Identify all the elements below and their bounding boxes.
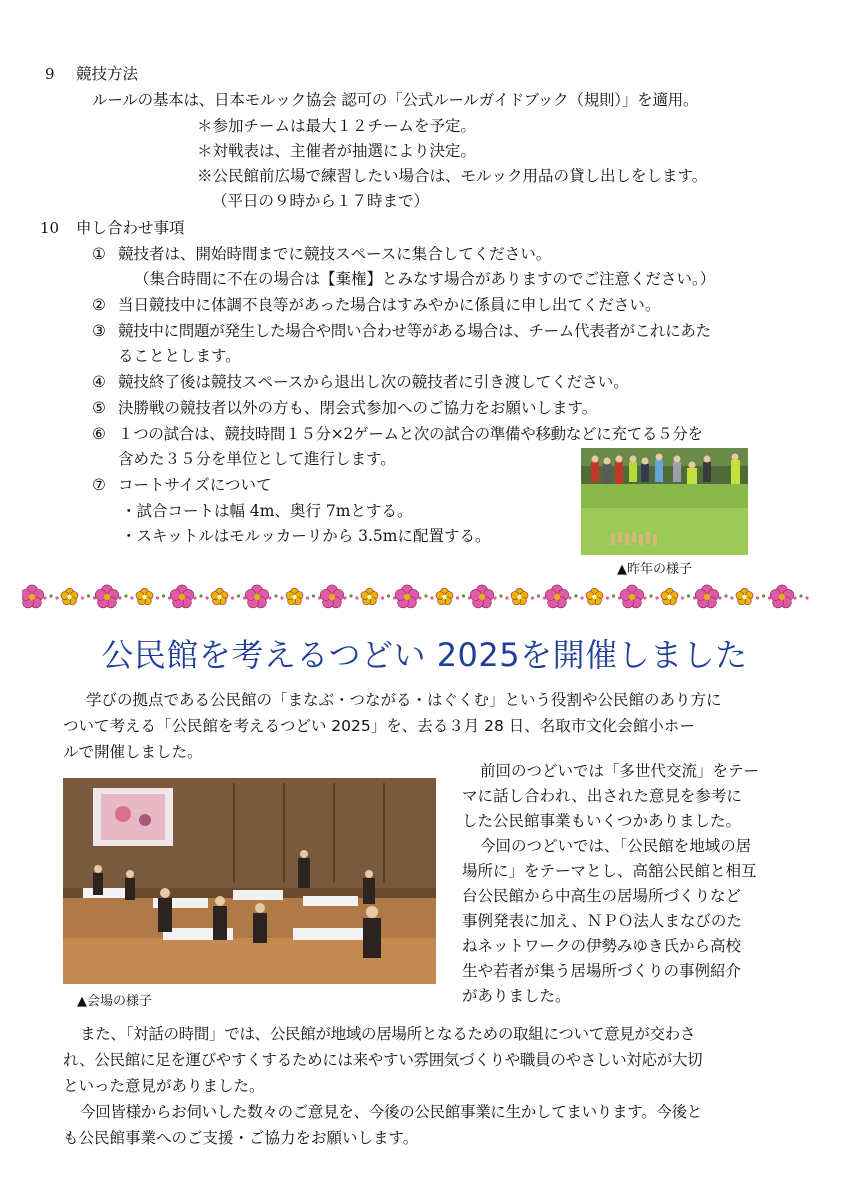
flower-icon (286, 588, 303, 605)
intro-line: ついて考える「公民館を考えるつどい 2025」を、去る３月 28 日、名取市文化会館小ホー (63, 717, 695, 735)
divider-dot (349, 594, 352, 597)
item-text: 競技終了後は競技スペースから退出し次の競技者に引き渡してください。 (118, 373, 629, 391)
section9-rule-line: ルールの基本は、日本モルック協会 認可の「公式ルールガイドブック（規則）」を適用。 (92, 91, 699, 109)
flower-icon (95, 585, 119, 608)
flower-icon (361, 588, 378, 605)
section9-bullet: ＊参加チームは最大１２チームを予定。 (197, 117, 477, 135)
section9-bullet: ※公民館前広場で練習したい場合は、モルック用品の貸し出しをします。 (197, 167, 708, 185)
divider-dot (505, 596, 508, 599)
divider-dot (156, 596, 159, 599)
divider-dot (381, 596, 384, 599)
item-mark: ⑤ (92, 399, 106, 417)
right-col-line: 場所に」をテーマとし、高舘公民館と相互 (462, 862, 757, 880)
molkky-photo-caption: ▲昨年の様子 (617, 562, 692, 577)
divider-dot (580, 596, 583, 599)
divider-dot (756, 596, 759, 599)
divider-dot (205, 596, 208, 599)
right-col-line: マに話し合われ、出された意見を参考に (462, 787, 742, 805)
right-col-line: 事例発表に加え、ＮＰＯ法人まなびのた (462, 912, 742, 930)
molkky-photo (581, 448, 748, 555)
divider-dot (531, 596, 534, 599)
right-col-line: がありました。 (462, 987, 571, 1005)
item-text: 競技者は、開始時間までに競技スペースに集合してください。 (118, 245, 552, 263)
divider-dot (193, 596, 196, 599)
right-col-line: ねネットワークの伊勢みゆき氏から高校 (462, 937, 742, 955)
item-mark: ③ (92, 322, 106, 340)
divider-dot (81, 596, 84, 599)
divider-dot (130, 596, 133, 599)
divider-dot (87, 594, 90, 597)
divider-dot (612, 594, 615, 597)
divider-dot (355, 596, 358, 599)
divider-dot (387, 594, 390, 597)
divider-dot (274, 594, 277, 597)
divider-dot (49, 594, 52, 597)
divider-dot (43, 596, 46, 599)
divider-dot (499, 594, 502, 597)
meeting-photo (63, 778, 436, 984)
divider-dot (124, 594, 127, 597)
flower-icon (395, 585, 419, 608)
flower-icon (695, 585, 719, 608)
right-col-line: した公民館事業もいくつかありました。 (462, 812, 742, 830)
flower-icon (170, 585, 194, 608)
divider-dot (568, 596, 571, 599)
divider-dot (462, 594, 465, 597)
divider-dot (718, 596, 721, 599)
flower-icon (245, 585, 269, 608)
divider-dot (649, 594, 652, 597)
flower-icon (586, 588, 603, 605)
flower-divider (22, 584, 822, 610)
item-mark: ⑥ (92, 425, 106, 443)
item-text: ることとします。 (118, 347, 241, 365)
section9-bullet: （平日の９時から１７時まで） (212, 192, 430, 210)
divider-dot (237, 594, 240, 597)
item-mark: ⑦ (92, 476, 106, 494)
flower-icon (736, 588, 753, 605)
flower-icon (22, 585, 44, 608)
intro-line: ルで開催しました。 (63, 743, 203, 761)
divider-dot (724, 594, 727, 597)
court-bullet: ・スキットルはモルッカーリから 3.5mに配置する。 (121, 527, 491, 545)
article-heading: 公民館を考えるつどい 2025を開催しました (101, 636, 748, 674)
divider-dot (762, 594, 765, 597)
section10-number: 10 (40, 219, 60, 237)
divider-dot (312, 594, 315, 597)
divider-dot (799, 594, 802, 597)
flower-icon (770, 585, 794, 608)
item-text: 競技中に問題が発生した場合や問い合わせ等がある場合は、チーム代表者がこれにあた (118, 322, 711, 340)
section9-title: 競技方法 (76, 65, 139, 83)
closing-line: も公民館事業へのご支援・ご協力をお願いします。 (63, 1129, 419, 1147)
divider-dot (681, 596, 684, 599)
section10-title: 申し合わせ事項 (76, 219, 185, 237)
divider-dot (268, 596, 271, 599)
divider-dot (537, 594, 540, 597)
flower-icon (320, 585, 344, 608)
item-mark: ① (92, 245, 106, 263)
flower-icon (470, 585, 494, 608)
divider-dot (643, 596, 646, 599)
closing-line: れ、公民館に足を運びやすくするためには来やすい雰囲気づくりや職員のやさしい対応が大切 (63, 1051, 703, 1069)
divider-dot (655, 596, 658, 599)
divider-dot (231, 596, 234, 599)
section9-number: 9 (45, 65, 55, 83)
item-text: 決勝戦の競技者以外の方も、閉会式参加へのご協力をお願いします。 (118, 399, 598, 417)
divider-dot (493, 596, 496, 599)
divider-dot (343, 596, 346, 599)
flower-icon (211, 588, 228, 605)
divider-dot (805, 596, 808, 599)
closing-line: また、「対話の時間」では、公民館が地域の居場所となるための取組について意見が交わさ (80, 1025, 696, 1043)
divider-dot (430, 596, 433, 599)
flower-icon (61, 588, 78, 605)
right-col-line: 今回のつどいでは、「公民館を地域の居 (480, 837, 752, 855)
divider-dot (199, 594, 202, 597)
closing-line: 今回皆様からお伺いした数々のご意見を、今後の公民館事業に生かしてまいります。今後と (80, 1103, 702, 1121)
divider-dot (793, 596, 796, 599)
divider-dot (306, 596, 309, 599)
divider-dot (418, 596, 421, 599)
court-bullet: ・試合コートは幅 4m、奥行 7mとする。 (121, 502, 413, 520)
item-text: 含めた３５分を単位として進行します。 (118, 450, 396, 468)
divider-dot (574, 594, 577, 597)
right-col-line: 台公民館から中高生の居場所づくりなど (462, 887, 742, 905)
flower-icon (545, 585, 569, 608)
item-text: コートサイズについて (118, 476, 272, 494)
section9-bullet: ＊対戦表は、主催者が抽選により決定。 (197, 142, 477, 160)
meeting-photo-caption: ▲会場の様子 (77, 994, 152, 1009)
divider-dot (118, 596, 121, 599)
divider-dot (280, 596, 283, 599)
flower-icon (436, 588, 453, 605)
right-col-line: 前回のつどいでは「多世代交流」をテー (480, 762, 760, 780)
divider-dot (456, 596, 459, 599)
item-mark: ④ (92, 373, 106, 391)
item-text: １つの試合は、競技時間１５分×2ゲームと次の試合の準備や移動などに充てる５分を (118, 425, 703, 443)
divider-dot (730, 596, 733, 599)
divider-dot (55, 596, 58, 599)
divider-dot (424, 594, 427, 597)
flower-icon (661, 588, 678, 605)
flower-icon (620, 585, 644, 608)
closing-line: といった意見がありました。 (63, 1077, 265, 1095)
right-col-line: 生や若者が集う居場所づくりの事例紹介 (462, 962, 742, 980)
flower-icon (136, 588, 153, 605)
item-mark: ② (92, 296, 106, 314)
divider-dot (606, 596, 609, 599)
intro-line: 学びの拠点である公民館の「まなぶ・つながる・はぐくむ」という役割や公民館のあり方に (86, 691, 722, 709)
flower-icon (511, 588, 528, 605)
item-text: （集合時間に不在の場合は【棄権】とみなす場合がありますのでご注意ください。） (134, 270, 716, 288)
divider-dot (162, 594, 165, 597)
divider-dot (687, 594, 690, 597)
item-text: 当日競技中に体調不良等があった場合はすみやかに係員に申し出てください。 (118, 296, 661, 314)
